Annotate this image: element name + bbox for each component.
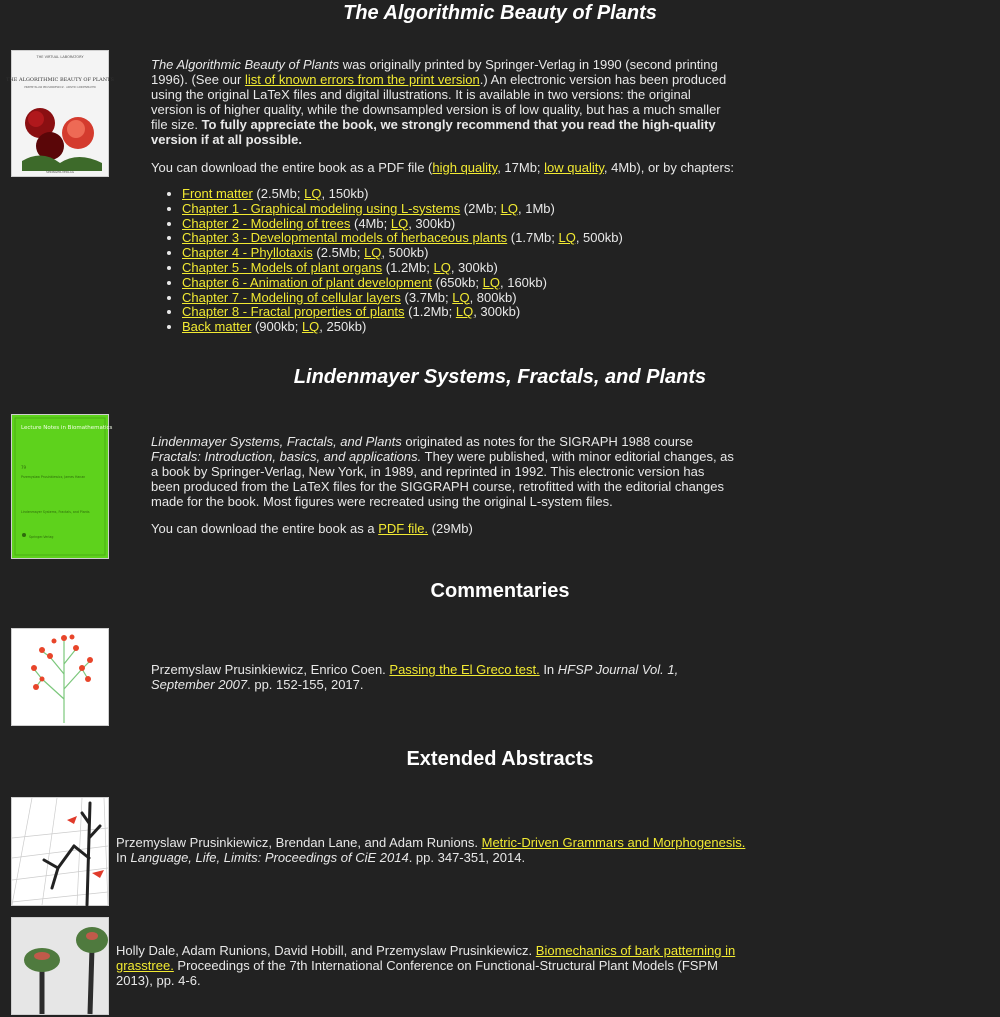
chapter-lq-size: , 500kb) [575, 230, 623, 246]
intro-text-b: .) An electronic version has been produced using the original LaTeX files and digital illustrations. It is available in two versions: the original version is of higher quality, while the downsampled version is of low quality, but has a much smaller file size. [151, 72, 727, 132]
chapter-link[interactable]: Chapter 3 - Developmental models of herbaceous plants [182, 230, 508, 246]
commentary-thumbnail[interactable] [11, 628, 109, 726]
abstract-authors: Przemyslaw Prusinkiewicz, Brendan Lane, and Adam Runions. [116, 835, 482, 850]
pdf-file-link[interactable]: PDF file. [378, 521, 429, 536]
chapter-lq-size: , 160kb) [499, 274, 547, 290]
commentary-journal: HFSP Journal Vol. 1, September 2007 [151, 662, 679, 692]
cover-title: Lindenmayer Systems, Fractals, and Plants [21, 510, 90, 514]
book-cover-lindenmayer-systems[interactable] [11, 414, 113, 559]
chapter-link[interactable]: Chapter 4 - Phyllotaxis [182, 245, 313, 261]
chapter-lq-size: , 1Mb) [518, 200, 555, 216]
chapter-link[interactable]: Chapter 2 - Modeling of trees [182, 215, 351, 231]
chapter-link[interactable]: Chapter 5 - Models of plant organs [182, 259, 383, 275]
book-title-italic: Lindenmayer Systems, Fractals, and Plants [151, 434, 402, 449]
low-quality-link[interactable]: low quality [544, 160, 604, 175]
green-cover-image [12, 415, 113, 558]
chapter-size: (1.2Mb; [404, 304, 456, 320]
abstract-venue: Language, Life, Limits: Proceedings of CiE 2014 [130, 850, 409, 865]
cover-title: THE ALGORITHMIC BEAUTY OF PLANTS [6, 77, 114, 83]
section-title-extended-abstracts: Extended Abstracts [406, 748, 594, 770]
cover-top-line: THE VIRTUAL LABORATORY [36, 55, 84, 59]
chapter-lq-size: , 150kb) [321, 186, 369, 201]
chapter-item-1 [182, 201, 623, 216]
chapter-link[interactable]: Chapter 6 - Animation of plant development [182, 274, 433, 290]
abstract-thumbnail-metric-grammars[interactable] [11, 797, 109, 906]
chapter-lq-link[interactable]: LQ [455, 304, 474, 320]
chapter-link[interactable]: Chapter 1 - Graphical modeling using L-systems [182, 200, 461, 216]
recommendation-bold: To fully appreciate the book, we strongly recommend that you read the high-quality version if at all possible. [151, 117, 716, 147]
chapter-lq-link[interactable]: LQ [558, 230, 576, 246]
commentary-entry [151, 662, 736, 692]
chapter-item-7 [182, 290, 623, 305]
chapter-item-6 [182, 275, 623, 290]
chapter-lq-size: , 300kb) [408, 215, 456, 231]
abstract-entry-grasstree [116, 943, 736, 988]
chapter-lq-link[interactable]: LQ [304, 186, 322, 201]
cover-series: Lecture Notes in Biomathematics [21, 425, 113, 431]
chapter-size: (4Mb; [350, 215, 391, 231]
commentary-in: In [539, 662, 558, 677]
intro-text-b: They were published, with minor editorial changes, as a book by Springer-Verlag, New York, in 1989, and reprinted in 1992. This electronic version has been produced from the LaTeX files for the SIGGRAPH course, retrofitted with the editorial changes made for the book. Most figures were recreated using the original L-system files. [151, 449, 734, 509]
course-title-italic: Fractals: Introduction, basics, and applications. [151, 449, 422, 464]
abstract-pages: . pp. 347-351, 2014. [408, 850, 526, 865]
download-text-c: , 4Mb), or by chapters: [603, 160, 734, 175]
chapter-link[interactable]: Front matter [182, 186, 253, 201]
section2-intro-paragraph [151, 434, 736, 509]
intro-text-a: originated as notes for the SIGRAPH 1988 course [401, 434, 693, 449]
bark-patterning-link[interactable]: Biomechanics of bark patterning in grasstree. [116, 943, 736, 973]
cover-number: 79 [21, 465, 27, 470]
chapter-lq-size: , 300kb) [450, 259, 498, 275]
commentary-citation [151, 662, 736, 692]
chapter-lq-link[interactable]: LQ [301, 319, 320, 335]
section2-download-paragraph [151, 521, 736, 536]
commentary-authors: Przemyslaw Prusinkiewicz, Enrico Coen. [151, 662, 390, 677]
chapter-size: (3.7Mb; [400, 289, 453, 305]
chapter-link[interactable]: Back matter [182, 319, 252, 335]
chapter-link[interactable]: Chapter 8 - Fractal properties of plants [182, 304, 405, 320]
chapter-item-4 [182, 245, 623, 260]
high-quality-link[interactable]: high quality [432, 160, 498, 175]
chapter-item-5 [182, 260, 623, 275]
metric-driven-grammars-link[interactable]: Metric-Driven Grammars and Morphogenesis. [481, 835, 746, 850]
chapter-size: (2.5Mb; [312, 245, 365, 261]
abstract-venue: Proceedings of the 7th International Conference on Functional-Structural Plant Models (FSPM 2013), pp. 4-6. [116, 958, 718, 988]
chapter-lq-size: , 800kb) [469, 289, 517, 305]
flower-plant-image [12, 629, 108, 725]
chapter-item-back-matter [182, 319, 623, 334]
chapter-lq-link[interactable]: LQ [500, 200, 518, 216]
grasstree-image [12, 918, 108, 1014]
book-cover-image [6, 51, 114, 176]
chapter-item-3 [182, 230, 623, 245]
chapter-item-front-matter [182, 186, 623, 201]
section-title-lindenmayer-systems: Lindenmayer Systems, Fractals, and Plants [293, 366, 707, 388]
download-text-b: , 17Mb; [497, 160, 545, 175]
book-cover-algorithmic-beauty[interactable] [6, 50, 114, 177]
book-title-italic: The Algorithmic Beauty of Plants [151, 57, 340, 72]
cover-authors: Przemyslaw Prusinkiewicz, James Hanan [21, 475, 86, 479]
chapter-lq-size: , 500kb) [381, 245, 429, 261]
cover-publisher: SPRINGER-VERLAG [45, 170, 75, 174]
chapter-item-8 [182, 304, 623, 319]
grid-branch-image [12, 798, 108, 905]
chapter-lq-size: , 300kb) [473, 304, 521, 320]
cover-publisher: Springer-Verlag [29, 535, 54, 539]
chapter-link[interactable]: Chapter 7 - Modeling of cellular layers [182, 289, 401, 305]
chapter-lq-link[interactable]: LQ [482, 274, 500, 290]
chapter-size: (1.2Mb; [382, 259, 434, 275]
download-text-b: (29Mb) [428, 521, 473, 536]
chapter-size: (650kb; [432, 274, 483, 290]
abstract-thumbnail-grasstree[interactable] [11, 917, 109, 1015]
cover-authors: PRZEMYSLAW PRUSINKIEWICZ · ARISTID LINDENMAYER [24, 86, 96, 89]
abstract-in: In [116, 850, 131, 865]
chapter-list [160, 186, 623, 334]
abstract-authors: Holly Dale, Adam Runions, David Hobill, and Przemyslaw Prusinkiewicz. [116, 943, 536, 958]
intro-text-a: was originally printed by Springer-Verlag in 1990 (second printing 1996). (See our [151, 57, 718, 87]
chapter-size: (2.5Mb; [252, 186, 305, 201]
section-title-commentaries: Commentaries [430, 580, 570, 602]
section-title-algorithmic-beauty: The Algorithmic Beauty of Plants [343, 2, 657, 24]
download-paragraph [151, 160, 736, 175]
chapter-lq-link[interactable]: LQ [390, 215, 409, 231]
commentary-pages: . pp. 152-155, 2017. [247, 677, 364, 692]
el-greco-link[interactable]: Passing the El Greco test. [389, 662, 540, 677]
known-errors-link[interactable]: list of known errors from the print version [244, 72, 480, 87]
chapter-size: (2Mb; [460, 200, 501, 216]
download-text-a: You can download the entire book as a [151, 521, 379, 536]
abstract-entry-metric-grammars [116, 835, 746, 865]
chapter-size: (1.7Mb; [507, 230, 559, 246]
chapter-lq-link[interactable]: LQ [452, 289, 470, 305]
chapter-lq-link[interactable]: LQ [364, 245, 382, 261]
chapter-item-2 [182, 216, 623, 231]
section1-description [151, 57, 736, 175]
chapter-size: (900kb; [251, 319, 302, 335]
chapter-lq-link[interactable]: LQ [433, 259, 451, 275]
chapter-lq-size: , 250kb) [319, 319, 367, 335]
section2-description [151, 434, 736, 536]
download-text-a: You can download the entire book as a PDF file ( [151, 160, 433, 175]
section1-intro-paragraph [151, 57, 736, 147]
